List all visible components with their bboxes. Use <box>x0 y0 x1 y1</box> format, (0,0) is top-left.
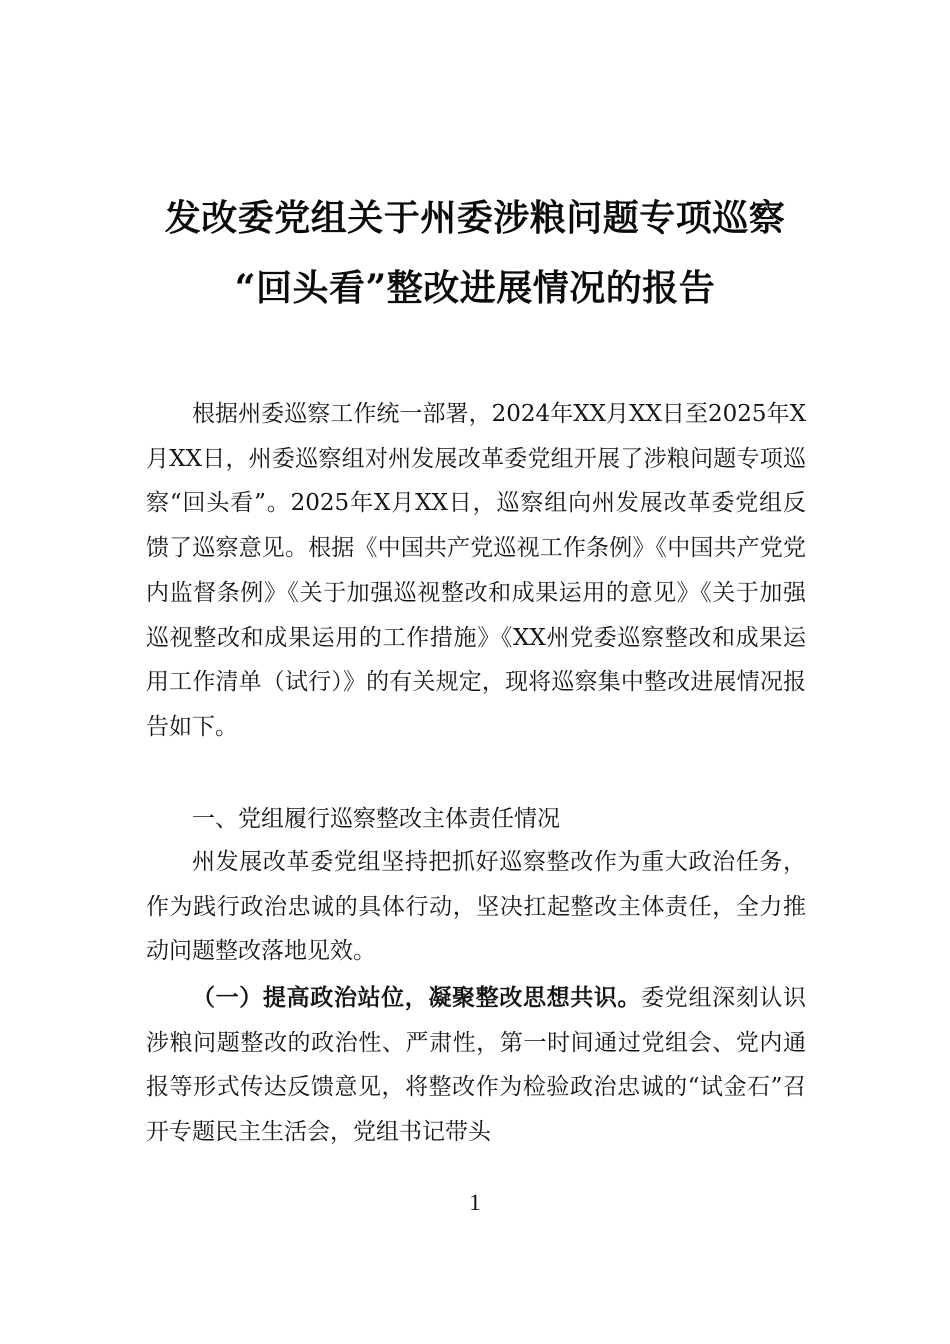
subsection-1-text: 委党组深刻认识涉粮问题整改的政治性、严肃性，第一时间通过党组会、党内通报等形式传达反馈意见，将整改作为检验政治忠诚的“试金石”召开专题民主生活会，党组书记带头 <box>146 985 807 1146</box>
page-number: 1 <box>469 1190 481 1215</box>
section-1-paragraph: 州发展改革委党组坚持把抓好巡察整改作为重大政治任务，作为践行政治忠诚的具体行动，坚决扛起整改主体责任，全力推动问题整改落地见效。 <box>146 849 806 965</box>
section-1-paragraph-block <box>146 840 806 974</box>
subsection-1-paragraph <box>146 976 806 1155</box>
intro-paragraph: 根据州委巡察工作统一部署，2024年XX月XX日至2025年X月XX日，州委巡察组对州发展改革委党组开展了涉粮问题专项巡察“回头看”。2025年X月XX日，巡察组向州发展改革委党组反馈了巡察意见。根据《中国共产党巡视工作条例》《中国共产党党内监督条例》《关于加强巡视整改和成果运用的意见》《关于加强巡视整改和成果运用的工作措施》《XX州党委巡察整改和成果运用工作清单（试行）》的有关规定，现将巡察集中整改进展情况报告如下。 <box>146 401 806 740</box>
report-title-line-1: 发改委党组关于州委涉粮问题专项巡察 <box>164 197 786 239</box>
section-heading-1: 一、党组履行巡察整改主体责任情况 <box>192 806 560 832</box>
intro-paragraph-block <box>146 392 806 750</box>
report-title-line-2: “回头看”整改进展情况的报告 <box>234 267 716 309</box>
subsection-1-paragraph-block <box>146 976 806 1155</box>
subsection-1-lead: （一）提高政治站位，凝聚整改思想共识。 <box>192 984 642 1011</box>
